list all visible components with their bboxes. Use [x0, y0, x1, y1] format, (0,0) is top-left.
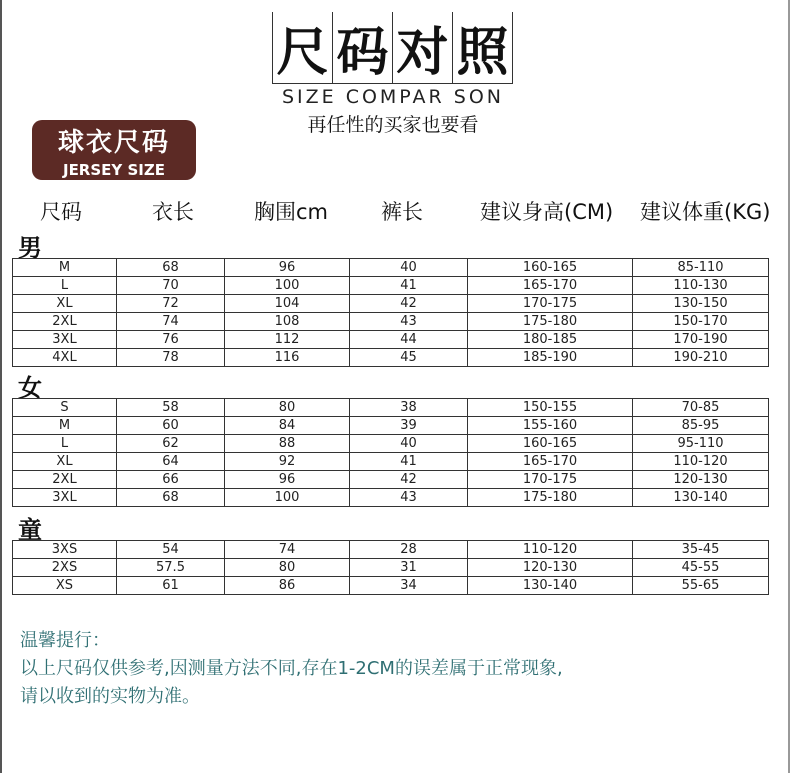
cell-weight: 150-170 [633, 313, 769, 331]
cell-height: 120-130 [468, 559, 633, 577]
cell-length: 58 [117, 399, 225, 417]
title-char: 码 [332, 12, 393, 84]
subtitle-chinese: 再任性的买家也要看 [307, 114, 479, 136]
cell-length: 66 [117, 471, 225, 489]
right-border [788, 0, 790, 773]
cell-chest: 88 [225, 435, 350, 453]
cell-length: 57.5 [117, 559, 225, 577]
table-row [13, 313, 769, 331]
cell-weight: 130-150 [633, 295, 769, 313]
table-row [13, 417, 769, 435]
cell-pants: 28 [350, 541, 468, 559]
cell-weight: 130-140 [633, 489, 769, 507]
cell-pants: 44 [350, 331, 468, 349]
cell-length: 62 [117, 435, 225, 453]
cell-height: 160-165 [468, 435, 633, 453]
table-row [13, 399, 769, 417]
cell-size: XS [13, 577, 117, 595]
cell-pants: 42 [350, 471, 468, 489]
cell-size: 3XS [13, 541, 117, 559]
table-row [13, 277, 769, 295]
cell-length: 61 [117, 577, 225, 595]
cell-length: 54 [117, 541, 225, 559]
cell-pants: 43 [350, 313, 468, 331]
table-row [13, 435, 769, 453]
cell-length: 68 [117, 259, 225, 277]
cell-chest: 116 [225, 349, 350, 367]
cell-weight: 85-95 [633, 417, 769, 435]
subtitle-english: SIZE COMPAR SON [281, 86, 505, 108]
cell-chest: 80 [225, 399, 350, 417]
header-pants-length: 裤长 [381, 200, 423, 224]
cell-size: 3XL [13, 331, 117, 349]
cell-height: 165-170 [468, 453, 633, 471]
table-row [13, 331, 769, 349]
cell-height: 130-140 [468, 577, 633, 595]
header-size: 尺码 [40, 200, 82, 224]
cell-length: 74 [117, 313, 225, 331]
table-row [13, 471, 769, 489]
cell-weight: 110-130 [633, 277, 769, 295]
cell-size: S [13, 399, 117, 417]
cell-length: 64 [117, 453, 225, 471]
cell-weight: 170-190 [633, 331, 769, 349]
badge-subtitle: JERSEY SIZE [62, 161, 166, 179]
cell-pants: 39 [350, 417, 468, 435]
header-weight: 建议体重(KG) [640, 200, 771, 224]
cell-size: 4XL [13, 349, 117, 367]
title-char: 照 [452, 12, 513, 84]
header-height: 建议身高(CM) [480, 200, 614, 224]
cell-chest: 112 [225, 331, 350, 349]
cell-chest: 84 [225, 417, 350, 435]
table-row [13, 577, 769, 595]
cell-length: 60 [117, 417, 225, 435]
cell-weight: 190-210 [633, 349, 769, 367]
cell-size: 3XL [13, 489, 117, 507]
cell-chest: 104 [225, 295, 350, 313]
cell-pants: 34 [350, 577, 468, 595]
jersey-size-badge [32, 120, 196, 180]
cell-chest: 96 [225, 259, 350, 277]
cell-size: 2XS [13, 559, 117, 577]
cell-chest: 86 [225, 577, 350, 595]
badge-title: 球衣尺码 [57, 128, 170, 158]
cell-pants: 41 [350, 453, 468, 471]
cell-length: 78 [117, 349, 225, 367]
title-char: 尺 [272, 12, 333, 84]
size-table-women [12, 398, 769, 507]
cell-weight: 110-120 [633, 453, 769, 471]
page-title [272, 12, 512, 84]
note-line: 请以收到的实物为准。 [20, 686, 200, 707]
cell-height: 175-180 [468, 489, 633, 507]
cell-pants: 40 [350, 259, 468, 277]
table-row [13, 259, 769, 277]
cell-chest: 92 [225, 453, 350, 471]
size-table-kids [12, 540, 769, 595]
cell-size: XL [13, 295, 117, 313]
cell-height: 160-165 [468, 259, 633, 277]
cell-chest: 96 [225, 471, 350, 489]
cell-height: 180-185 [468, 331, 633, 349]
cell-pants: 43 [350, 489, 468, 507]
cell-weight: 35-45 [633, 541, 769, 559]
cell-height: 170-175 [468, 471, 633, 489]
cell-weight: 120-130 [633, 471, 769, 489]
cell-chest: 100 [225, 277, 350, 295]
title-char: 对 [392, 12, 453, 84]
cell-size: 2XL [13, 471, 117, 489]
cell-height: 170-175 [468, 295, 633, 313]
section-label-women: 女 [18, 374, 42, 402]
cell-chest: 100 [225, 489, 350, 507]
cell-chest: 80 [225, 559, 350, 577]
cell-size: L [13, 435, 117, 453]
section-label-kids: 童 [18, 516, 42, 544]
cell-height: 155-160 [468, 417, 633, 435]
cell-height: 110-120 [468, 541, 633, 559]
cell-length: 68 [117, 489, 225, 507]
table-row [13, 453, 769, 471]
size-table-men [12, 258, 769, 367]
table-row [13, 541, 769, 559]
cell-length: 70 [117, 277, 225, 295]
note-heading: 温馨提行： [20, 630, 110, 651]
cell-size: L [13, 277, 117, 295]
cell-pants: 41 [350, 277, 468, 295]
header-length: 衣长 [152, 200, 194, 224]
cell-weight: 95-110 [633, 435, 769, 453]
cell-weight: 85-110 [633, 259, 769, 277]
cell-height: 165-170 [468, 277, 633, 295]
section-label-men: 男 [18, 234, 42, 262]
cell-height: 185-190 [468, 349, 633, 367]
cell-size: XL [13, 453, 117, 471]
cell-weight: 70-85 [633, 399, 769, 417]
cell-pants: 40 [350, 435, 468, 453]
cell-weight: 45-55 [633, 559, 769, 577]
left-border [0, 0, 2, 773]
cell-size: M [13, 259, 117, 277]
cell-chest: 108 [225, 313, 350, 331]
note-line: 以上尺码仅供参考,因测量方法不同,存在1-2CM的误差属于正常现象, [20, 658, 563, 679]
cell-length: 72 [117, 295, 225, 313]
cell-weight: 55-65 [633, 577, 769, 595]
cell-chest: 74 [225, 541, 350, 559]
cell-height: 150-155 [468, 399, 633, 417]
cell-size: M [13, 417, 117, 435]
header-chest: 胸围cm [254, 200, 329, 224]
cell-pants: 31 [350, 559, 468, 577]
table-row [13, 349, 769, 367]
cell-size: 2XL [13, 313, 117, 331]
cell-length: 76 [117, 331, 225, 349]
table-row [13, 489, 769, 507]
cell-pants: 38 [350, 399, 468, 417]
table-row [13, 559, 769, 577]
table-row [13, 295, 769, 313]
cell-height: 175-180 [468, 313, 633, 331]
cell-pants: 42 [350, 295, 468, 313]
cell-pants: 45 [350, 349, 468, 367]
